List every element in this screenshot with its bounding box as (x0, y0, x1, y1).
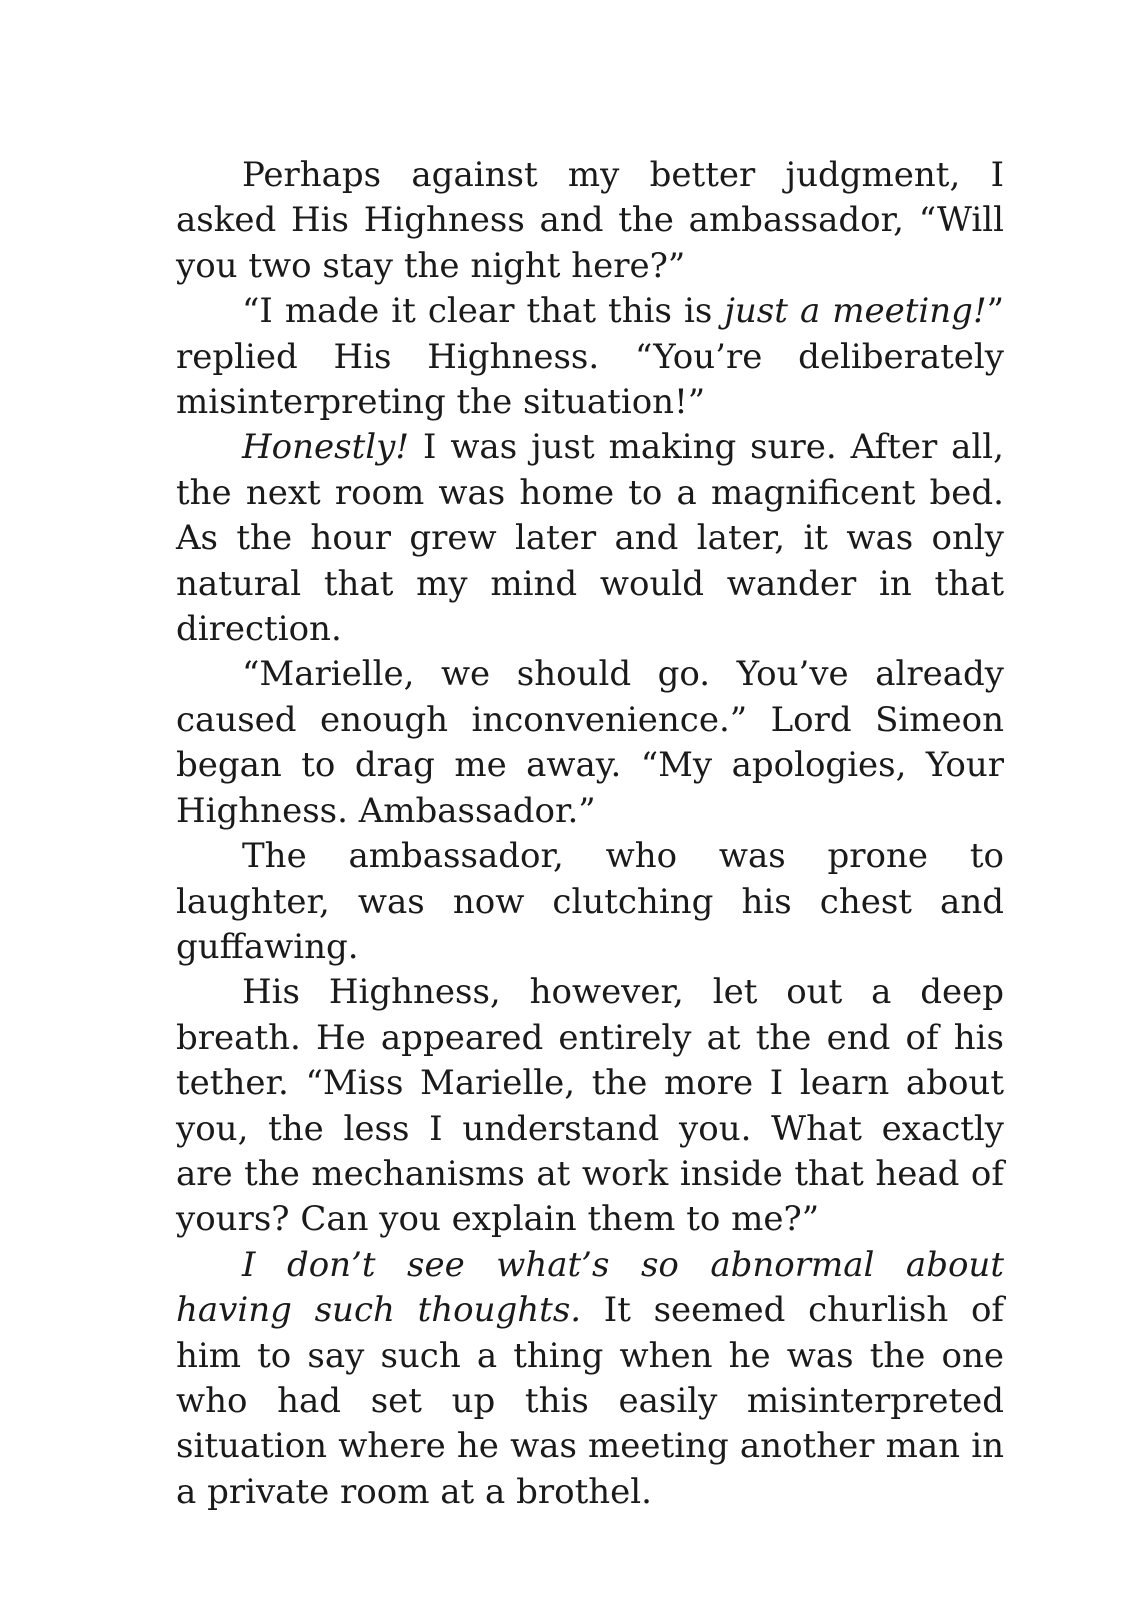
italic-emphasis: Honestly! (242, 427, 409, 468)
paragraph-5 (176, 834, 1004, 970)
paragraph-text: “Marielle, we should go. You’ve already caused enough inconvenience.” Lord Simeon began to drag me away. “My apologies, Your Highness. Ambassador.” (176, 654, 1004, 831)
paragraph-2 (176, 289, 1004, 425)
paragraph-text: His Highness, however, let out a deep breath. He appeared entirely at the end of his tether. “Miss Marielle, the more I learn about you, the less I understand you. What exactly are the mechanisms at work inside that head of yours? Can you explain them to me?” (176, 972, 1004, 1240)
paragraph-text: “I made it clear that this is (242, 291, 725, 332)
paragraph-6 (176, 970, 1004, 1242)
paragraph-7 (176, 1243, 1004, 1515)
paragraph-text: ” replied His Highness. “You’re deliberately misinterpreting the situation!” (176, 291, 1004, 423)
paragraph-text: The ambassador, who was prone to laughter, was now clutching his chest and guffawing. (176, 836, 1004, 967)
paragraph-text: I was just making sure. After all, the next room was home to a magnificent bed. As the hour grew later and later, it was only natural that my mind would wander in that direction. (176, 427, 1004, 650)
body-text (176, 153, 1004, 1515)
italic-emphasis: I don’t see what’s so abnormal about having such thoughts. (176, 1244, 1004, 1331)
paragraph-text: It seemed churlish of him to say such a thing when he was the one who had set up this easily misinterpreted situation where he was meeting another man in a private room at a brothel. (176, 1290, 1004, 1512)
italic-emphasis: just a meeting! (724, 291, 987, 332)
paragraph-3 (176, 425, 1004, 652)
paragraph-1 (176, 153, 1004, 289)
paragraph-text: Perhaps against my better judgment, I asked His Highness and the ambassador, “Will you two stay the night here?” (176, 155, 1004, 286)
paragraph-4 (176, 652, 1004, 834)
